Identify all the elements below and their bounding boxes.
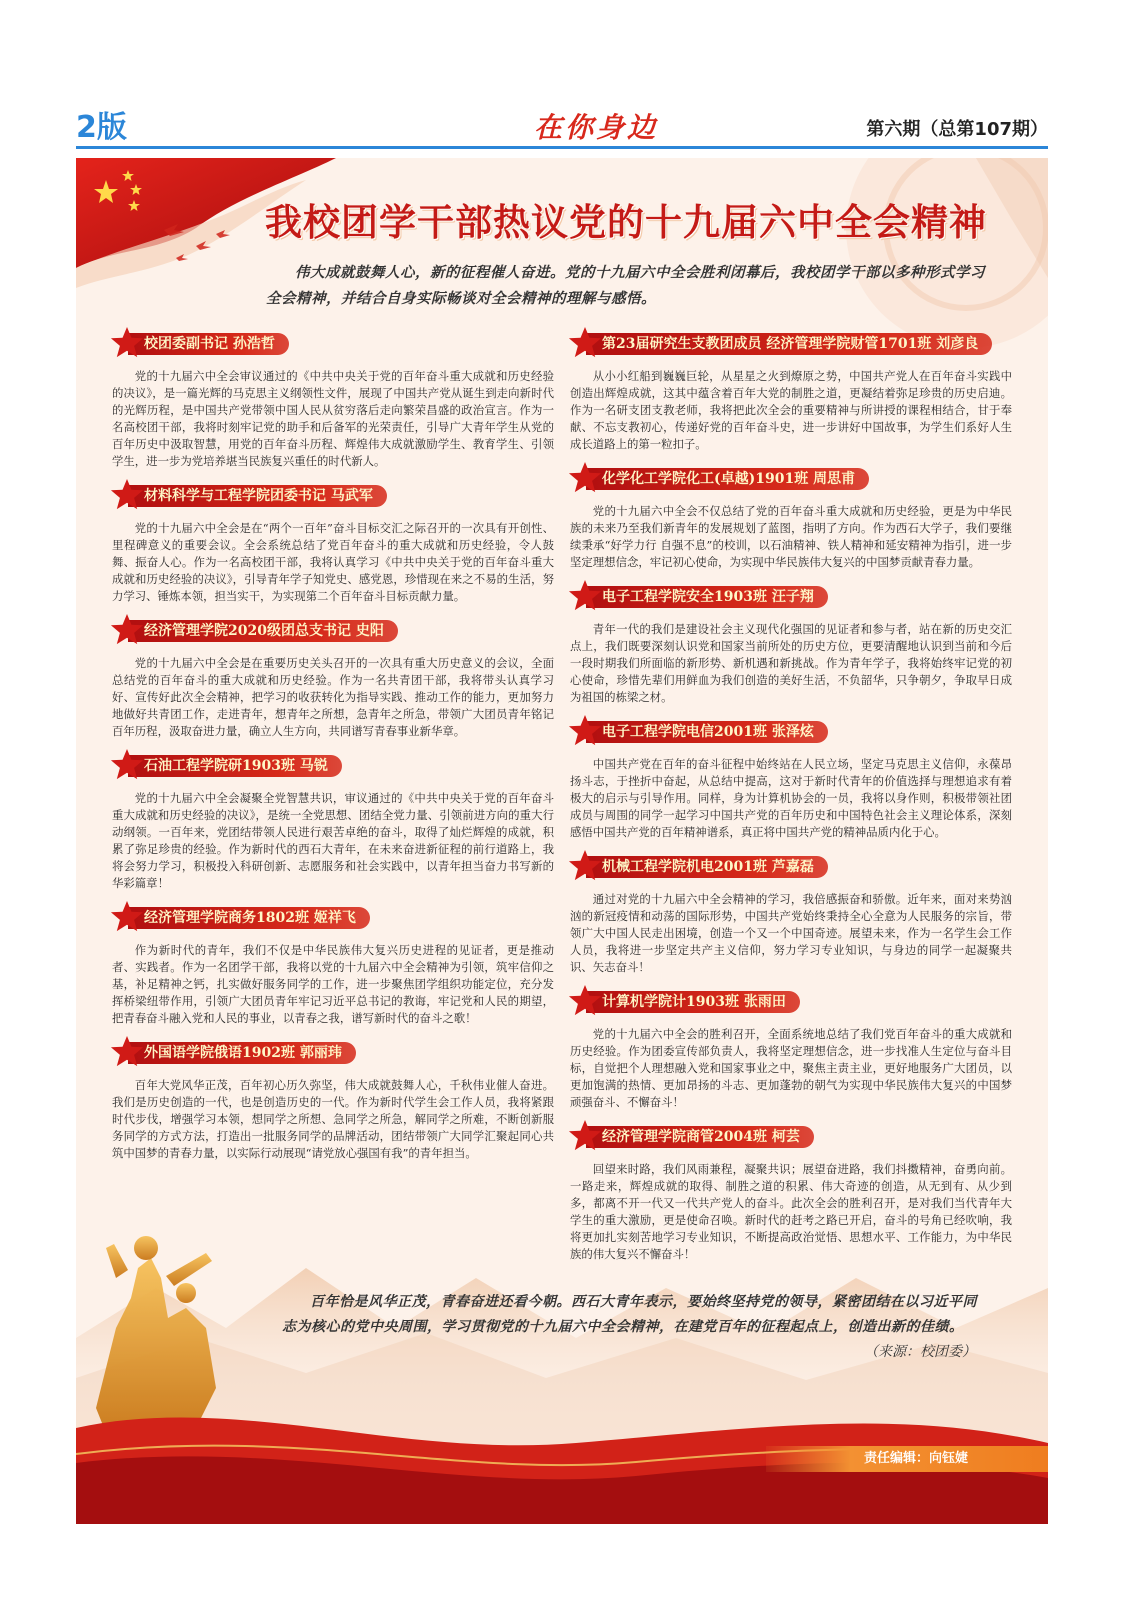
edition-number: 2版 <box>76 110 127 145</box>
editor-label: 责任编辑：向钰婕 <box>863 1451 968 1466</box>
red-star-icon <box>108 900 146 934</box>
article-lead: 伟大成就鼓舞人心，新的征程催人奋进。党的十九届六中全会胜利闭幕后，我校团学干部以多种形式学习全会精神，并结合自身实际畅谈对全会精神的理解与感悟。 <box>266 264 985 307</box>
speaker-text: 中国共产党在百年的奋斗征程中始终站在人民立场，坚定马克思主义信仰，永葆昂扬斗志，于挫折中奋起，从总结中提高，这对于新时代青年的价值选择与理想追求有着极大的启示与引导作用。同样，身为计算机协会的一员，我将以身作则，积极带领社团成员与周围的同学一起学习中国共产党的百年历史和中国特色社会主义理论体系，深刻感悟中国共产党的百年精神谱系，真正将中国共产党的精神品质内化于心。 <box>570 757 1012 839</box>
speaker-label: 化学化工学院化工(卓越)1901班 周思甫 <box>602 471 856 487</box>
red-star-icon <box>566 1119 604 1153</box>
speaker-label: 石油工程学院研1903班 马锐 <box>144 758 328 774</box>
speaker-label: 经济管理学院商管2004班 柯芸 <box>602 1129 800 1145</box>
header-rule <box>76 146 1048 149</box>
speaker-label: 第23届研究生支教团成员 经济管理学院财管1701班 刘彦良 <box>602 336 979 352</box>
speaker-block <box>108 480 556 605</box>
speaker-label: 经济管理学院2020级团总支书记 史阳 <box>144 623 384 639</box>
red-star-icon <box>566 461 604 495</box>
page-header <box>76 110 1048 150</box>
speaker-block <box>566 1121 1014 1263</box>
responsible-editor <box>766 1446 1048 1472</box>
speaker-label: 计算机学院计1903班 张雨田 <box>602 994 786 1010</box>
speaker-text: 回望来时路，我们风雨兼程，凝聚共识；展望奋进路，我们抖擞精神，奋勇向前。一路走来，辉煌成就的取得、制胜之道的积累、伟大奇迹的创造，从无到有、从少到多，都离不开一代又一代共产党人的奋斗。此次全会的胜利召开，是对我们当代青年大学生的重大激励，更是使命召唤。新时代的赶考之路已开启，奋斗的号角已经吹响，我将更加扎实刻苦地学习专业知识，不断提高政治觉悟、思想水平、工作能力，为中华民族的伟大复兴不懈奋斗！ <box>570 1162 1012 1261</box>
speaker-tag <box>108 328 556 358</box>
speaker-tag <box>108 902 556 932</box>
speaker-label: 机械工程学院机电2001班 芦嘉磊 <box>602 859 814 875</box>
speaker-block <box>566 851 1014 976</box>
speaker-text: 青年一代的我们是建设社会主义现代化强国的见证者和参与者，站在新的历史交汇点上，我们既要深刻认识党和国家当前所处的历史方位，更要清醒地认识到当前和今后一段时期我们所面临的新形势、新机遇和新挑战。作为青年学子，我将始终牢记党的初心使命，珍惜先辈们用鲜血为我们创造的美好生活，不负韶华，只争朝夕，争取早日成为祖国的栋梁之材。 <box>570 622 1012 704</box>
speaker-tag <box>108 615 556 645</box>
speaker-tag <box>566 328 1014 358</box>
article-closing: 百年恰是风华正茂，青春奋进还看今朝。西石大青年表示，要始终坚持党的领导，紧密团结在以习近平同志为核心的党中央周围，学习贯彻党的十九届六中全会精神，在建党百年的征程起点上，创造出新的佳绩。 <box>282 1294 977 1335</box>
speaker-tag <box>566 716 1014 746</box>
speaker-block <box>566 986 1014 1111</box>
article-panel <box>76 158 1048 1524</box>
speaker-label: 电子工程学院电信2001班 张泽炫 <box>602 724 814 740</box>
article-source: （来源：校团委） <box>864 1344 976 1360</box>
left-column <box>108 328 556 1172</box>
red-star-icon <box>108 478 146 512</box>
speaker-block <box>108 902 556 1027</box>
speaker-text: 党的十九届六中全会审议通过的《中共中央关于党的百年奋斗重大成就和历史经验的决议》，是一篇光辉的马克思主义纲领性文件，展现了中国共产党从诞生到走向新时代的光辉历程，是中国共产党带领中国人民从贫穷落后走向繁荣昌盛的政治宣言。作为一名高校团干部，我将时刻牢记党的助手和后备军的光荣责任，引导广大青年学生从党的百年历史中汲取智慧，用党的百年奋斗历程、辉煌伟大成就激励学生、教育学生、引领学生，进一步为党培养堪当民族复兴重任的时代新人。 <box>112 369 554 468</box>
speaker-tag <box>566 986 1014 1016</box>
speaker-block <box>566 716 1014 841</box>
red-star-icon <box>566 849 604 883</box>
speaker-block <box>566 463 1014 571</box>
speaker-text: 党的十九届六中全会凝聚全党智慧共识，审议通过的《中共中央关于党的百年奋斗重大成就和历史经验的决议》，是统一全党思想、团结全党力量、引领前进方向的重大行动纲领。一百年来，党团结带领人民进行艰苦卓绝的奋斗，取得了灿烂辉煌的成就，积累了弥足珍贵的经验。作为新时代的西石大青年，在未来奋进新征程的前行道路上，我将会努力学习，积极投入科研创新、志愿服务和社会实践中，以青年担当奋力书写新的华彩篇章！ <box>112 791 554 890</box>
speaker-text: 党的十九届六中全会是在“两个一百年”奋斗目标交汇之际召开的一次具有开创性、里程碑意义的重要会议。全会系统总结了党百年奋斗的重大成就和历史经验，令人鼓舞、振奋人心。作为一名高校团干部，我将认真学习《中共中央关于党的百年奋斗重大成就和历史经验的决议》，引导青年学子知党史、感党恩，珍惜现在来之不易的生活，努力学习、锤炼本领，担当实干，为实现第二个百年奋斗目标贡献力量。 <box>112 521 554 603</box>
speaker-label: 材料科学与工程学院团委书记 马武军 <box>144 488 373 504</box>
red-star-icon <box>108 748 146 782</box>
speaker-text: 党的十九届六中全会不仅总结了党的百年奋斗重大成就和历史经验，更是为中华民族的未来乃至我们新青年的发展规划了蓝图，指明了方向。作为西石大学子，我们要继续秉承“好学力行 自强不息”的校训，以石油精神、铁人精神和延安精神为指引，进一步坚定理想信念，牢记初心使命，为实现中华民族伟大复兴的中国梦贡献青春力量。 <box>570 504 1012 569</box>
speaker-text: 从小小红船到巍巍巨轮，从星星之火到燎原之势，中国共产党人在百年奋斗实践中创造出辉煌成就，这其中蕴含着百年大党的制胜之道，更凝结着弥足珍贵的历史启迪。作为一名研支团支教老师，我将把此次全会的重要精神与所讲授的课程相结合，甘于奉献、不忘支教初心，传递好党的百年奋斗史，进一步讲好中国故事，为学生们系好人生成长道路上的第一粒扣子。 <box>570 369 1012 451</box>
speaker-block <box>108 1037 556 1162</box>
speaker-block <box>108 328 556 470</box>
right-column <box>566 328 1014 1273</box>
article-title: 我校团学干部热议党的十九届六中全会精神 <box>265 200 987 244</box>
red-star-icon <box>566 326 604 360</box>
speaker-tag <box>108 750 556 780</box>
speaker-block <box>566 581 1014 706</box>
speaker-tag <box>566 1121 1014 1151</box>
speaker-text: 党的十九届六中全会是在重要历史关头召开的一次具有重大历史意义的会议，全面总结党的百年奋斗的重大成就和历史经验。作为一名共青团干部，我将带头认真学习好、宣传好此次全会精神，把学习的收获转化为指导实践、推动工作的能力，更加努力地做好共青团工作，走进青年，想青年之所想，急青年之所急，带领广大团员青年铭记百年历程，汲取奋进力量，确立人生方向，共同谱写青春事业新华章。 <box>112 656 554 738</box>
column-name: 在你身边 <box>533 111 658 144</box>
speaker-tag <box>566 581 1014 611</box>
red-star-icon <box>108 1035 146 1069</box>
speaker-tag <box>108 1037 556 1067</box>
speaker-text: 作为新时代的青年，我们不仅是中华民族伟大复兴历史进程的见证者，更是推动者、实践者。作为一名团学干部，我将以党的十九届六中全会精神为引领，筑牢信仰之基，补足精神之钙，扎实做好服务同学的工作，进一步聚焦团学组织功能定位，充分发挥桥梁纽带作用，引领广大团员青年牢记习近平总书记的教诲，牢记党和人民的期望，把青春奋斗融入党和人民的事业，以青春之我，谱写新时代的奋斗之歌！ <box>112 943 554 1025</box>
red-star-icon <box>566 984 604 1018</box>
speaker-block <box>108 615 556 740</box>
speaker-block <box>108 750 556 892</box>
speaker-tag <box>566 851 1014 881</box>
speaker-text: 通过对党的十九届六中全会精神的学习，我倍感振奋和骄傲。近年来，面对来势汹汹的新冠疫情和动荡的国际形势，中国共产党始终秉持全心全意为人民服务的宗旨，带领广大中国人民走出困境，创造一个又一个中国奇迹。展望未来，作为一名学生会工作人员，我将进一步坚定共产主义信仰，努力学习专业知识，与身边的同学一起凝聚共识、矢志奋斗！ <box>570 892 1012 974</box>
speaker-tag <box>108 480 556 510</box>
red-star-icon <box>108 613 146 647</box>
red-star-icon <box>108 326 146 360</box>
speaker-text: 百年大党风华正茂，百年初心历久弥坚，伟大成就鼓舞人心，千秋伟业催人奋进。我们是历史创造的一代，也是创造历史的一代。作为新时代学生会工作人员，我将紧跟时代步伐，增强学习本领，想同学之所想、急同学之所急，解同学之所难，不断创新服务同学的方式方法，打造出一批服务同学的品牌活动，团结带领广大同学汇聚起同心共筑中国梦的青春力量，以实际行动展现“请党放心强国有我”的青年担当。 <box>112 1078 554 1160</box>
speaker-tag <box>566 463 1014 493</box>
speaker-text: 党的十九届六中全会的胜利召开，全面系统地总结了我们党百年奋斗的重大成就和历史经验。作为团委宣传部负责人，我将坚定理想信念，进一步找准人生定位与奋斗目标，自觉把个人理想融入党和国家事业之中，聚焦主责主业，更好地服务广大团员，以更加饱满的热情、更加昂扬的斗志、更加蓬勃的朝气为实现中华民族伟大复兴的中国梦顽强奋斗、不懈奋斗！ <box>570 1027 1012 1109</box>
red-star-icon <box>566 579 604 613</box>
speaker-label: 校团委副书记 孙浩哲 <box>144 336 275 352</box>
speaker-label: 电子工程学院安全1903班 汪子翔 <box>602 589 814 605</box>
speaker-label: 外国语学院俄语1902班 郭丽玮 <box>144 1045 342 1061</box>
speaker-label: 经济管理学院商务1802班 姬祥飞 <box>144 910 356 926</box>
speaker-block <box>566 328 1014 453</box>
issue-number: 第六期（总第107期） <box>866 119 1048 140</box>
red-star-icon <box>566 714 604 748</box>
